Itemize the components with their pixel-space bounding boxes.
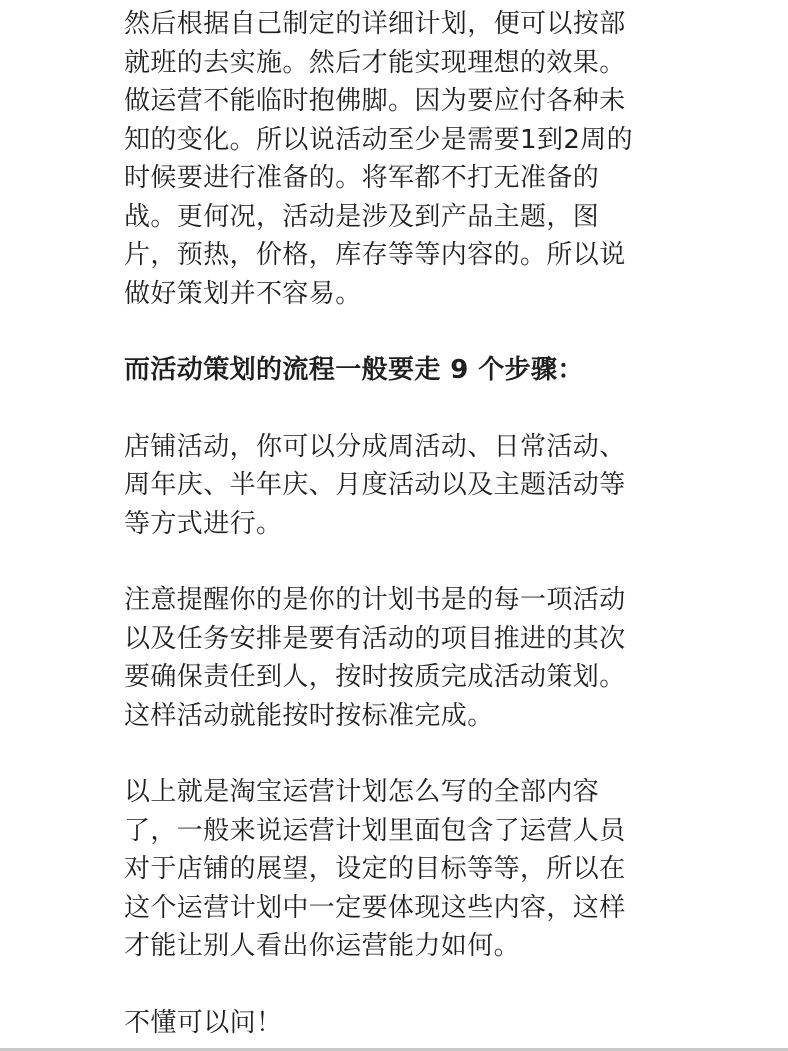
text-line: 知的变化。所以说活动至少是需要1到2周的 [124, 124, 634, 155]
paragraph-plan-execution [124, 0, 684, 313]
article-body [124, 0, 684, 1042]
text-line: 了，一般来说运营计划里面包含了运营人员 [124, 815, 626, 846]
text-line: 战。更何况，活动是涉及到产品主题，图 [124, 201, 600, 232]
text-line: 片，预热，价格，库存等等内容的。所以说 [124, 240, 626, 270]
text-line: 注意提醒你的是你的计划书是的每一项活动 [124, 585, 626, 615]
text-line: 然后根据自己制定的详细计划，便可以按部 [124, 9, 626, 39]
text-line: 周年庆、半年庆、月度活动以及主题活动等 [124, 470, 626, 500]
text-line: 对于店铺的展望，设定的目标等等，所以在 [124, 854, 626, 884]
text-line: 做运营不能临时抱佛脚。因为要应付各种未 [124, 86, 626, 116]
text-line: 才能让别人看出你运营能力如何。 [124, 931, 521, 961]
heading-text: 而活动策划的流程一般要走 9 个步骤： [124, 355, 584, 385]
text-line: 时候要进行准备的。将军都不打无准备的 [124, 163, 600, 193]
paragraph-responsibility [124, 581, 684, 735]
text-line: 以上就是淘宝运营计划怎么写的全部内容 [124, 777, 600, 807]
text-line: 就班的去实施。然后才能实现理想的效果。 [124, 47, 626, 78]
closing-paragraph [124, 1004, 684, 1043]
section-heading [124, 351, 684, 390]
text-line: 要确保责任到人，按时按质完成活动策划。 [124, 662, 626, 692]
paragraph-summary [124, 773, 684, 966]
text-line: 店铺活动，你可以分成周活动、日常活动、 [124, 431, 626, 462]
closing-text: 不懂可以问！ [124, 1007, 283, 1038]
text-line: 这样活动就能按时按标准完成。 [124, 700, 494, 731]
paragraph-activity-types [124, 428, 684, 544]
text-line: 以及任务安排是要有活动的项目推进的其次 [124, 623, 626, 654]
text-line: 这个运营计划中一定要体现这些内容，这样 [124, 892, 626, 923]
text-line: 等方式进行。 [124, 508, 283, 539]
text-line: 做好策划并不容易。 [124, 278, 362, 309]
